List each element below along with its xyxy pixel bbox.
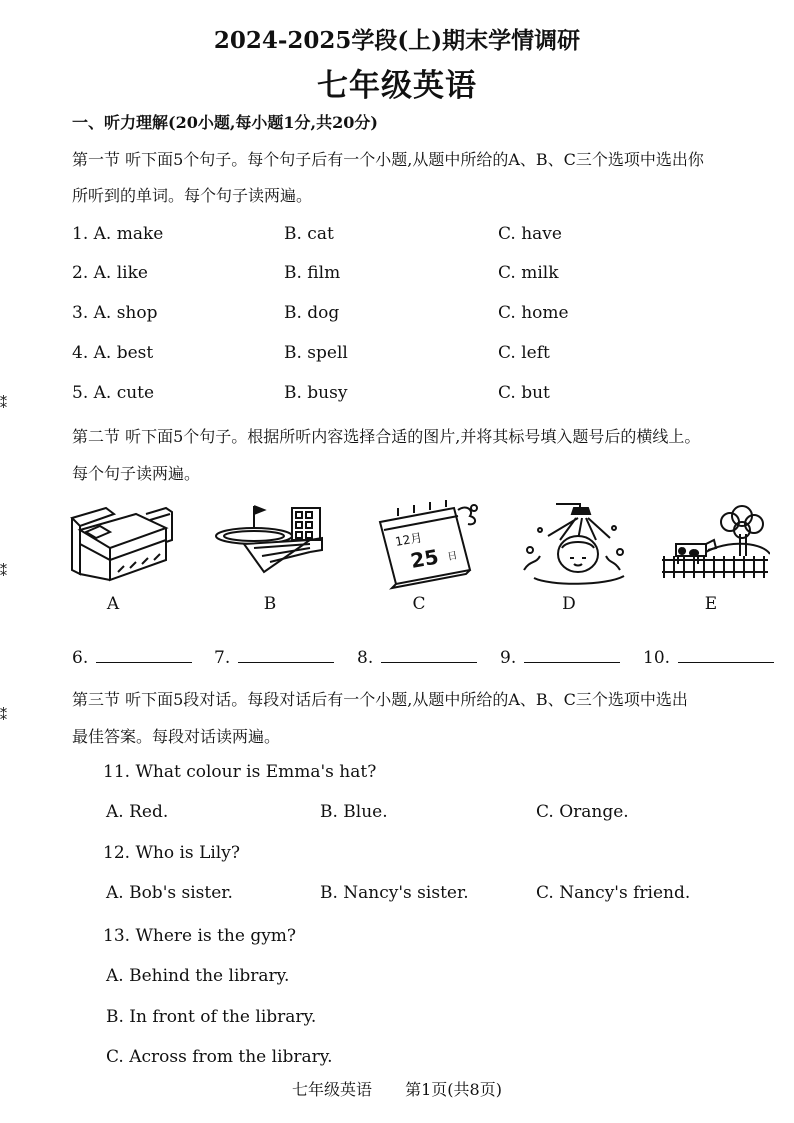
q5-option-a: 5. A. cute: [72, 383, 155, 403]
farm-icon: [660, 500, 770, 590]
picture-label-e: E: [704, 594, 718, 614]
q13-option-b: B. In front of the library.: [106, 1007, 317, 1027]
picture-label-d: D: [562, 594, 576, 614]
section2-intro-line1: 第二节 听下面5个句子。根据所听内容选择合适的图片,并将其标号填入题号后的横线上。: [72, 427, 701, 446]
exam-title: 2024-2025学段(上)期末学情调研: [213, 27, 581, 54]
q2-option-b: B. film: [284, 263, 341, 283]
q4-option-a: 4. A. best: [72, 343, 154, 363]
calendar-icon: [374, 500, 484, 590]
binding-mark: ⁑: [0, 396, 7, 412]
q5-option-c: C. but: [498, 383, 550, 403]
q1-option-c: C. have: [498, 224, 562, 244]
blank-number: 9.: [500, 648, 517, 668]
exam-subtitle: 七年级英语: [317, 68, 477, 104]
picture-label-a: A: [106, 594, 120, 614]
part1-heading: 一、听力理解(20小题,每小题1分,共20分): [72, 113, 378, 132]
q4-option-c: C. left: [498, 343, 550, 363]
q5-option-b: B. busy: [284, 383, 348, 403]
binding-mark: ⁑: [0, 708, 7, 724]
q13-stem: 13. Where is the gym?: [103, 926, 297, 946]
q11-stem: 11. What colour is Emma's hat?: [103, 762, 377, 782]
q12-option-b: B. Nancy's sister.: [320, 883, 469, 903]
footer-subject: 七年级英语: [292, 1080, 373, 1099]
calendar-day: 25: [408, 544, 441, 573]
section3-intro-line2: 最佳答案。每段对话读两遍。: [72, 727, 281, 746]
q12-stem: 12. Who is Lily?: [103, 843, 240, 863]
shower-icon: [520, 500, 630, 590]
playground-icon: [214, 500, 324, 590]
q1-option-a: 1. A. make: [72, 224, 164, 244]
q4-option-b: B. spell: [284, 343, 348, 363]
q13-option-a: A. Behind the library.: [106, 966, 290, 986]
q2-option-a: 2. A. like: [72, 263, 148, 283]
section1-intro-line2: 所听到的单词。每个句子读两遍。: [72, 186, 313, 205]
q13-option-c: C. Across from the library.: [106, 1047, 333, 1067]
q12-option-a: A. Bob's sister.: [106, 883, 233, 903]
answer-blank-9[interactable]: [500, 648, 620, 668]
blank-number: 7.: [214, 648, 231, 668]
q2-option-c: C. milk: [498, 263, 559, 283]
blank-number: 6.: [72, 648, 89, 668]
q11-option-c: C. Orange.: [536, 802, 629, 822]
calendar-weekday: 日: [446, 550, 459, 563]
q3-option-b: B. dog: [284, 303, 340, 323]
section1-intro-line1: 第一节 听下面5个句子。每个句子后有一个小题,从题中所给的A、B、C三个选项中选出你: [72, 150, 704, 169]
answer-blank-6[interactable]: [72, 648, 192, 668]
q3-option-c: C. home: [498, 303, 569, 323]
answer-blank-8[interactable]: [357, 648, 477, 668]
blank-number: 10.: [643, 648, 671, 668]
calendar-month: 12月: [394, 530, 424, 549]
section3-intro-line1: 第三节 听下面5段对话。每段对话后有一个小题,从题中所给的A、B、C三个选项中选出: [72, 690, 688, 709]
page-footer: [0, 1077, 794, 1100]
picture-label-b: B: [263, 594, 277, 614]
bed-icon: [66, 500, 176, 590]
picture-label-c: C: [412, 594, 426, 614]
footer-page-number: 第1页(共8页): [405, 1080, 502, 1099]
q1-option-b: B. cat: [284, 224, 334, 244]
binding-mark: ⁑: [0, 564, 7, 580]
blank-number: 8.: [357, 648, 374, 668]
q12-option-c: C. Nancy's friend.: [536, 883, 691, 903]
q11-option-a: A. Red.: [106, 802, 169, 822]
answer-blank-10[interactable]: [643, 648, 774, 668]
q11-option-b: B. Blue.: [320, 802, 388, 822]
answer-blank-7[interactable]: [214, 648, 334, 668]
section2-intro-line2: 每个句子读两遍。: [72, 464, 201, 483]
q3-option-a: 3. A. shop: [72, 303, 158, 323]
